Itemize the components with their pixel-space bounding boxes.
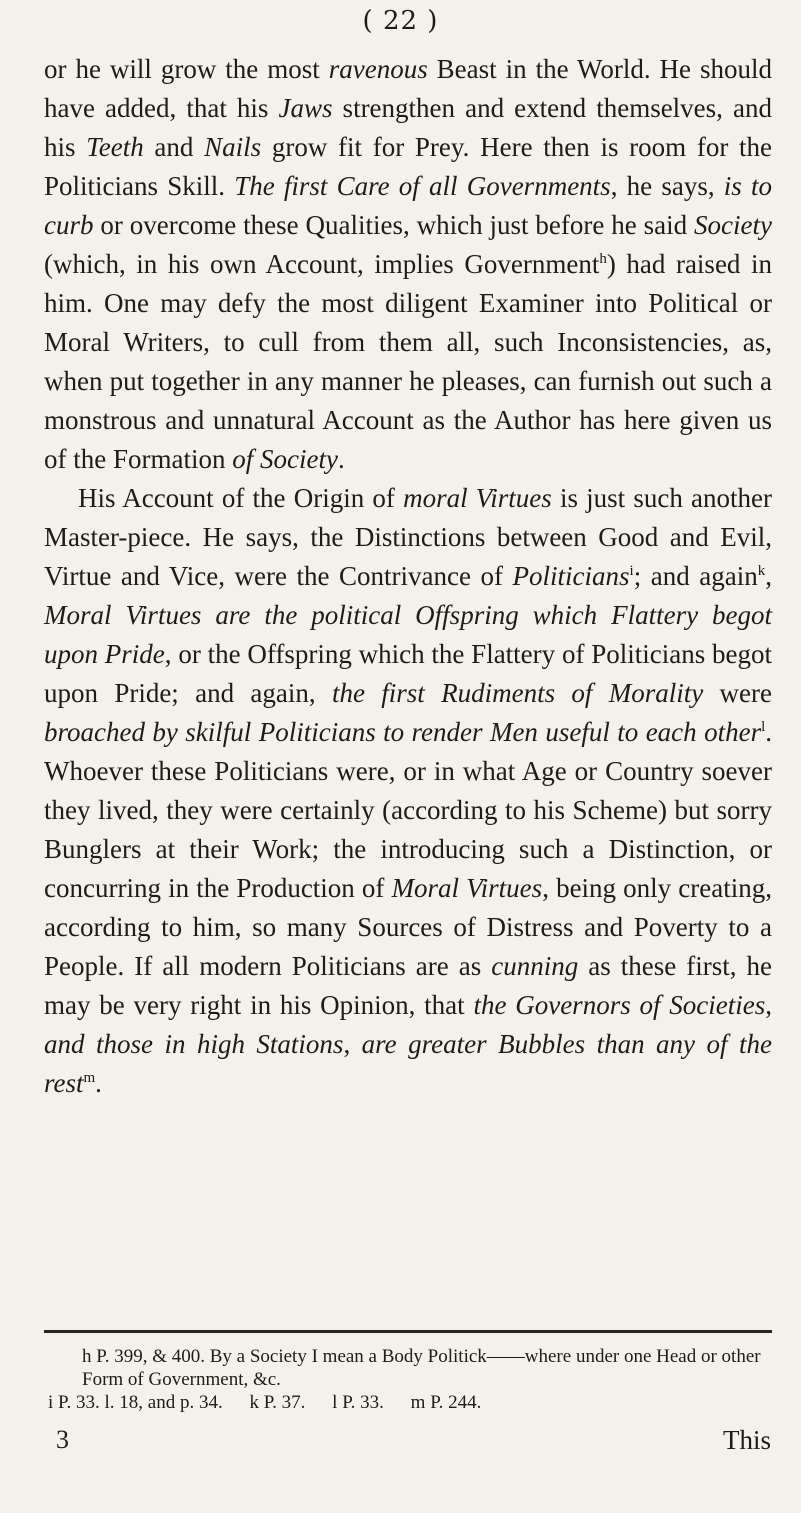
text-run: , bbox=[343, 1029, 362, 1059]
italic-phrase: The first Care of all Governments bbox=[234, 171, 611, 201]
footnote-i: i P. 33. l. 18, and p. 34. bbox=[48, 1392, 223, 1413]
text-run: is just such another Master-piece. He says, the Distinctions between Good and Evil, Virtue and Vice, were the Contrivance of bbox=[44, 483, 772, 591]
text-run: , or the Offspring which the Flattery of Politicians begot upon Pride; and again, bbox=[44, 639, 772, 708]
italic-phrase: cunning bbox=[491, 951, 579, 981]
text-run: His Account of the Origin of bbox=[78, 483, 404, 513]
signature-mark: 3 bbox=[56, 1425, 69, 1454]
text-run: or overcome these Qualities, which just before he said bbox=[93, 210, 695, 240]
footnote-m: m P. 244. bbox=[410, 1392, 482, 1413]
text-run: or he will grow the most bbox=[44, 54, 329, 84]
page-number: ( 22 ) bbox=[362, 6, 439, 36]
italic-phrase: Nails bbox=[204, 132, 262, 162]
paragraph bbox=[44, 50, 772, 479]
main-text bbox=[44, 50, 772, 1103]
catchword: This bbox=[722, 1425, 771, 1455]
footnote-marker: k bbox=[757, 563, 766, 579]
italic-phrase: broached by skilful Politicians to render Men useful to each other bbox=[44, 717, 762, 747]
italic-phrase: Moral Virtues bbox=[391, 873, 543, 903]
text-run: and bbox=[143, 132, 205, 162]
text-run: grow fit for Prey. Here then is room for the Politicians Skill. bbox=[44, 132, 773, 201]
footnote-marker: h bbox=[599, 251, 607, 267]
italic-phrase: are greater Bubbles than any of the rest bbox=[44, 1029, 772, 1098]
footnote-marker: i bbox=[629, 563, 634, 579]
text-run: ; and again bbox=[633, 561, 758, 591]
text-run: , bbox=[765, 990, 772, 1020]
footnotes bbox=[48, 1345, 772, 1414]
text-run: , bbox=[765, 561, 772, 591]
footnote-l: l P. 33. bbox=[332, 1392, 384, 1413]
italic-phrase: is to curb bbox=[44, 171, 772, 240]
italic-phrase: the Governors of Societies bbox=[473, 990, 766, 1020]
text-run: were bbox=[703, 678, 772, 708]
italic-phrase: moral Virtues bbox=[403, 483, 552, 513]
footnote-marker: m bbox=[83, 1070, 96, 1086]
italic-phrase: and those in high Stations bbox=[44, 1029, 344, 1059]
footnote-divider bbox=[44, 1330, 772, 1333]
text-run: strengthen and extend themselves, and his bbox=[44, 93, 772, 162]
italic-phrase: Teeth bbox=[86, 132, 144, 162]
text-run: . bbox=[95, 1068, 102, 1098]
italic-phrase: Moral Virtues are the political Offspring which Flattery begot upon Pride bbox=[44, 600, 772, 669]
footnote-references bbox=[48, 1391, 772, 1414]
text-run: . Whoever these Politicians were, or in what Age or Country soever they lived, they were certainly (according to his Scheme) but sorry Bunglers at their Work; the introducing such a Distinction, or concurring in the Production of bbox=[44, 717, 772, 903]
text-run: ) had raised in him. One may defy the most diligent Examiner into Political or Moral Writers, to cull from them all, such Inconsistencies, as, when put together in any manner he pleases, can furnish out such a monstrous and unnatural Account as the Author has here given us of the Formation bbox=[44, 249, 772, 474]
text-run: Beast in the World. He should have added, that his bbox=[44, 54, 772, 123]
text-run: . bbox=[337, 444, 345, 474]
text-run: , being only creating, according to him, so many Sources of Distress and Poverty to a People. If all modern Politicians are as bbox=[44, 873, 772, 981]
italic-phrase: the first Rudiments of Morality bbox=[331, 678, 704, 708]
footnote-h: h P. 399, & 400. By a Society I mean a Body Politick——where under one Head or other Form of Government, &c. bbox=[82, 1346, 761, 1390]
footnote-marker: l bbox=[761, 719, 766, 735]
text-run: , he says, bbox=[610, 171, 724, 201]
footnote-k: k P. 37. bbox=[249, 1392, 306, 1413]
italic-phrase: Jaws bbox=[278, 93, 333, 123]
paragraph bbox=[44, 479, 772, 1103]
text-run: (which, in his own Account, implies Government bbox=[44, 249, 600, 279]
text-run: as these first, he may be very right in his Opinion, that bbox=[44, 951, 772, 1020]
italic-phrase: of Society bbox=[232, 444, 338, 474]
italic-phrase: Politicians bbox=[512, 561, 630, 591]
italic-phrase: ravenous bbox=[328, 54, 428, 84]
italic-phrase: Society bbox=[694, 210, 772, 240]
